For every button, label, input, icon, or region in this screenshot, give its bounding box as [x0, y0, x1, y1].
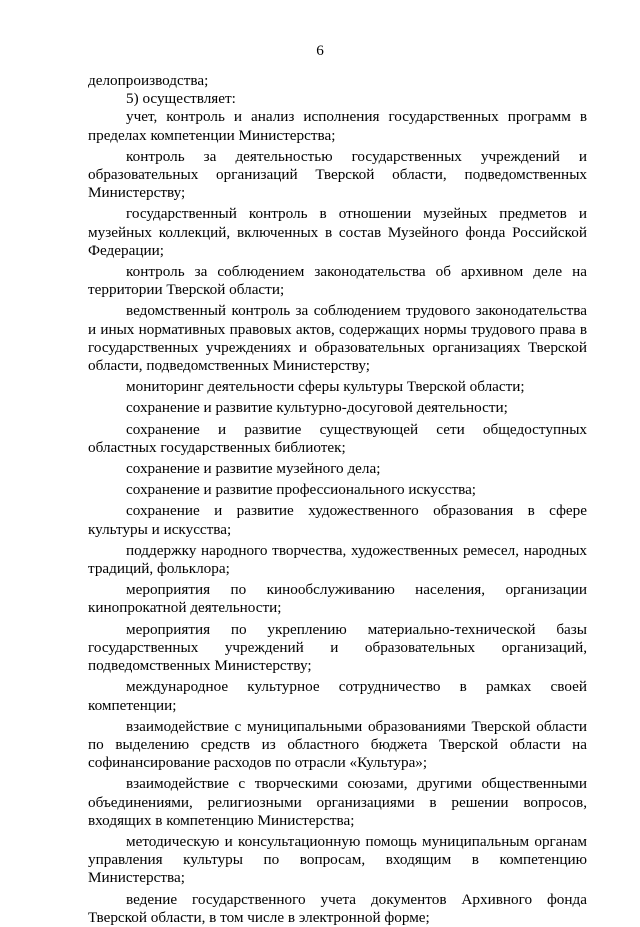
paragraph: сохранение и развитие музейного дела;: [126, 460, 381, 478]
page-number: 6: [316, 42, 324, 59]
paragraph: ведомственный контроль за соблюдением трудового законодательства и иных нормативных правовых актов, содержащих нормы трудового права в государственных учреждениях и образовательных организациях Тверской области, подведомственных Министерству;: [88, 302, 587, 375]
paragraph: взаимодействие с муниципальными образованиями Тверской области по выделению средств из областного бюджета Тверской области на софинансирование расходов по отрасли «Культура»;: [88, 717, 587, 772]
paragraph: взаимодействие с творческими союзами, другими общественными объединениями, религиозными организациями в решении вопросов, входящих в компетенцию Министерства;: [88, 775, 587, 829]
paragraph: сохранение и развитие профессионального искусства;: [126, 481, 477, 499]
paragraph: 5) осуществляет:: [126, 90, 236, 108]
paragraph: мероприятия по укреплению материально-технической базы государственных учреждений и образовательных организаций, подведомственных Министерству;: [88, 620, 587, 675]
paragraph: ведение государственного учета документов Архивного фонда Тверской области, в том числе в электронной форме;: [88, 890, 587, 926]
paragraph: контроль за деятельностью государственных учреждений и образовательных организаций Тверской области, подведомственных Министерству;: [88, 147, 587, 202]
paragraph: государственный контроль в отношении музейных предметов и музейных коллекций, включенных в состав Музейного фонда Российской Федерации;: [88, 205, 587, 259]
paragraph: сохранение и развитие культурно-досуговой деятельности;: [126, 399, 508, 417]
document-body: [88, 72, 587, 927]
paragraph: делопроизводства;: [88, 72, 209, 89]
paragraph: мероприятия по кинообслуживанию населения, организации кинопрокатной деятельности;: [88, 581, 587, 617]
paragraph: учет, контроль и анализ исполнения государственных программ в пределах компетенции Министерства;: [88, 108, 587, 144]
paragraph: мониторинг деятельности сферы культуры Тверской области;: [126, 378, 525, 396]
paragraph: международное культурное сотрудничество в рамках своей компетенции;: [88, 678, 587, 714]
paragraph: сохранение и развитие художественного образования в сфере культуры и искусства;: [88, 502, 587, 538]
paragraph: поддержку народного творчества, художественных ремесел, народных традиций, фольклора;: [88, 541, 587, 578]
paragraph: контроль за соблюдением законодательства об архивном деле на территории Тверской области;: [88, 263, 587, 299]
paragraph: методическую и консультационную помощь муниципальным органам управления культуры по вопросам, входящим в компетенцию Министерства;: [88, 832, 587, 887]
paragraph: сохранение и развитие существующей сети общедоступных областных государственных библиотек;: [88, 420, 587, 456]
